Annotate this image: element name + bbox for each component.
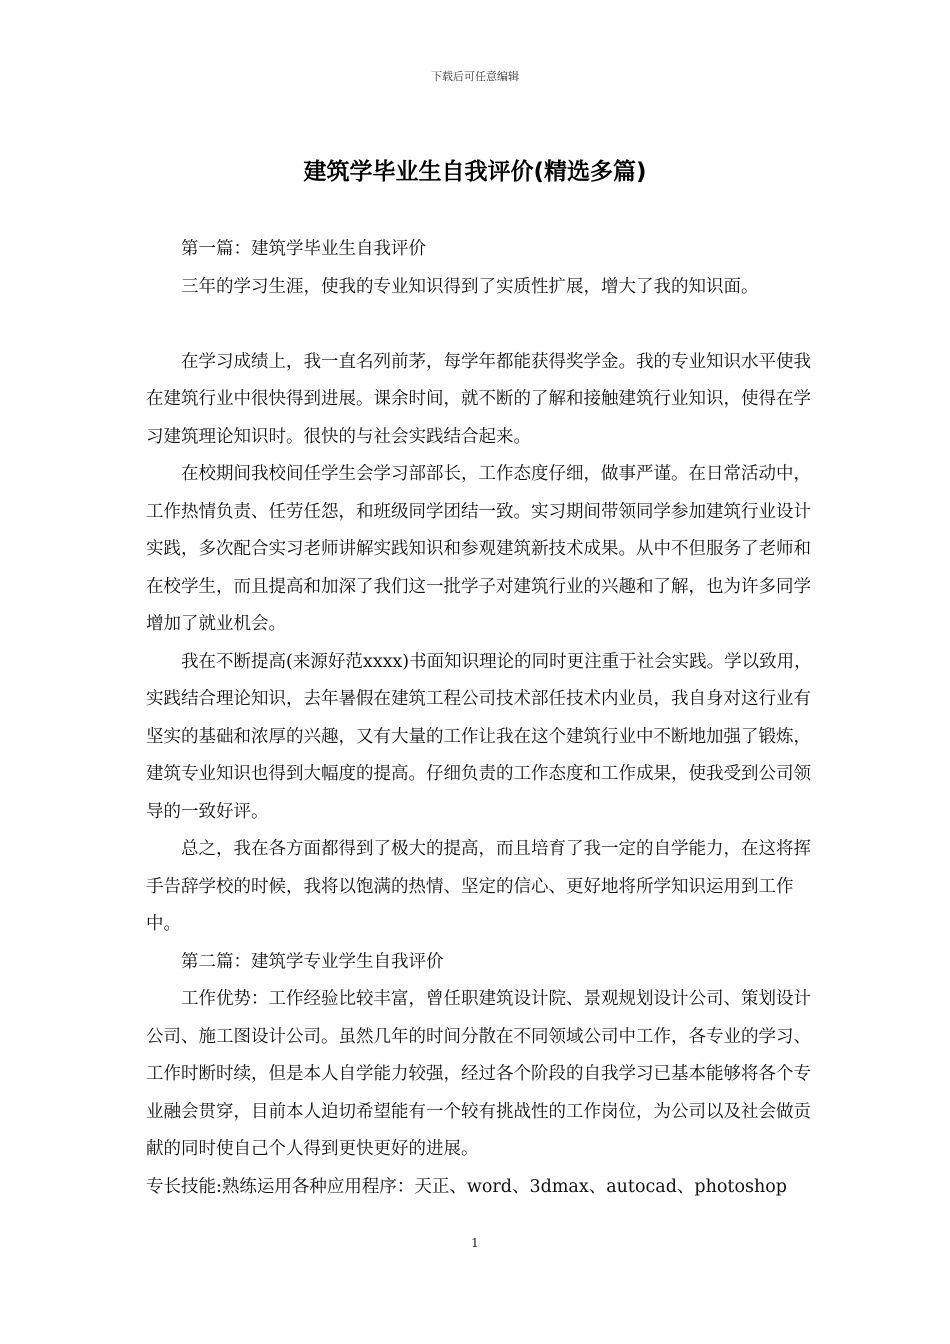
page-number: 1 [471,1236,479,1250]
paragraph: 三年的学习生涯，使我的专业知识得到了实质性扩展，增大了我的知识面。 [181,276,759,297]
blank-line [146,306,814,344]
paragraph: 在学习成绩上，我一直名列前茅，每学年都能获得奖学金。我的专业知识水平使我在建筑行业中很快得到进展。课余时间，就不断的了解和接触建筑行业知识，使得在学习建筑理论知识时。很快的与社会实践结合起来。 [146,351,811,447]
paragraph: 工作优势：工作经验比较丰富，曾任职建筑设计院、景观规划设计公司、策划设计公司、施工图设计公司。虽然几年的时间分散在不同领域公司中工作，各专业的学习、工作时断时续，但是本人自学能力较强，经过各个阶段的自我学习已基本能够将各个专业融会贯穿，目前本人迫切希望能有一个较有挑战性的工作岗位，为公司以及社会做贡献的同时使自己个人得到更快更好的进展。 [146,989,811,1159]
paragraph: 在校期间我校间任学生会学习部部长，工作态度仔细，做事严谨。在日常活动中，工作热情负责、任劳任怨，和班级同学团结一致。实习期间带领同学参加建筑行业设计实践，多次配合实习老师讲解实践知识和参观建筑新技术成果。从中不但服务了老师和在校学生，而且提高和加深了我们这一批学子对建筑行业的兴趣和了解，也为许多同学增加了就业机会。 [146,464,811,634]
section-heading-2: 第二篇：建筑学专业学生自我评价 [181,951,444,972]
section-heading-1: 第一篇：建筑学毕业生自我评价 [181,239,426,259]
paragraph: 我在不断提高(来源好范xxxx)书面知识理论的同时更注重于社会实践。学以致用，实践结合理论知识，去年暑假在建筑工程公司技术部任技术内业员，我自身对这行业有坚实的基础和浓厚的兴趣，又有大量的工作让我在这个建筑行业中不断地加强了锻炼，建筑专业知识也得到大幅度的提高。仔细负责的工作态度和工作成果，使我受到公司领导的一致好评。 [146,651,812,822]
paragraph: 总之，我在各方面都得到了极大的提高，而且培育了我一定的自学能力，在这将挥手告辞学校的时候，我将以饱满的热情、坚定的信心、更好地将所学知识运用到工作中。 [146,839,811,934]
paragraph: 专长技能:熟练运用各种应用程序：天正、word、3dmax、autocad、photoshop [146,1176,787,1197]
document-body [146,231,814,1206]
header-note: 下载后可任意编辑 [431,70,519,83]
document-title: 建筑学毕业生自我评价(精选多篇) [303,159,647,185]
